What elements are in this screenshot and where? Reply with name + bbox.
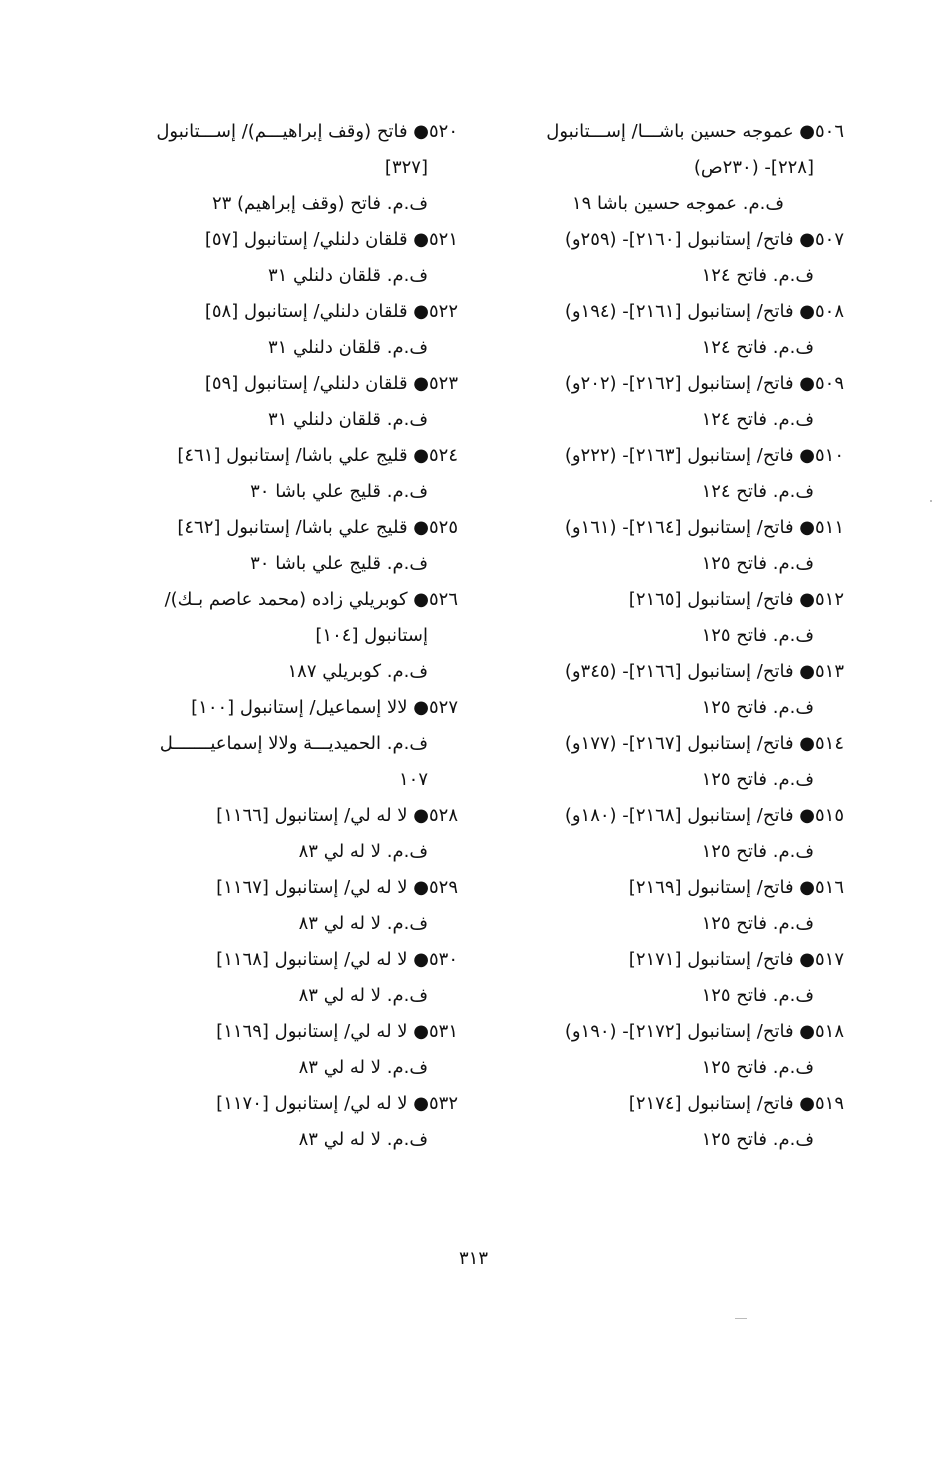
entry-528-reference: ف.م. لا له لي ٨٣ [298, 841, 428, 862]
entry-516-reference: ف.م. فاتح ١٢٥ [701, 913, 814, 934]
entry-531-reference: ف.م. لا له لي ٨٣ [298, 1057, 428, 1078]
entry-527-reference-continuation: ١٠٧ [398, 769, 428, 790]
entry-523-reference: ف.م. قلقان دلنلي ٣١ [267, 409, 428, 430]
entry-518-reference: ف.م. فاتح ١٢٥ [701, 1057, 814, 1078]
entry-515: ٥١٥● فاتح/ إستانبول [٢١٦٨]- (١٨٠و) [564, 805, 844, 826]
entry-506: ٥٠٦● عموجه حسين باشـــا/ إســـتانبول [546, 121, 844, 142]
entry-508-reference: ف.م. فاتح ١٢٤ [701, 337, 814, 358]
page-number: ٣١٣ [458, 1248, 488, 1269]
entry-528: ٥٢٨● لا له لي/ إستانبول [١١٦٦] [216, 805, 458, 826]
entry-524-reference: ف.م. قليج علي باشا ٣٠ [250, 481, 428, 502]
entry-518: ٥١٨● فاتح/ إستانبول [٢١٧٢]- (١٩٠و) [564, 1021, 844, 1042]
entry-530: ٥٣٠● لا له لي/ إستانبول [١١٦٨] [216, 949, 458, 970]
entry-516: ٥١٦● فاتح/ إستانبول [٢١٦٩] [628, 877, 844, 898]
entry-523: ٥٢٣● قلقان دلنلي/ إستانبول [٥٩] [204, 373, 458, 394]
entry-526: ٥٢٦● كوبريلي زاده (محمد عاصم بـك)/ [164, 589, 458, 610]
entry-512: ٥١٢● فاتح/ إستانبول [٢١٦٥] [628, 589, 844, 610]
entry-527-reference: ف.م. الحميديـــة ولالا إسماعيـــــــل [159, 733, 428, 754]
entry-509-reference: ف.م. فاتح ١٢٤ [701, 409, 814, 430]
entry-532: ٥٣٢● لا له لي/ إستانبول [١١٧٠] [216, 1093, 458, 1114]
entry-506-continuation: [٢٢٨]- (٢٣٠ص) [693, 157, 814, 178]
entry-510: ٥١٠● فاتح/ إستانبول [٢١٦٣]- (٢٢٢و) [564, 445, 844, 466]
entry-512-reference: ف.م. فاتح ١٢٥ [701, 625, 814, 646]
entry-527: ٥٢٧● لالا إسماعيل/ إستانبول [١٠٠] [191, 697, 458, 718]
entry-513-reference: ف.م. فاتح ١٢٥ [701, 697, 814, 718]
right-column [496, 114, 844, 1158]
entry-507-reference: ف.م. فاتح ١٢٤ [701, 265, 814, 286]
entry-521-reference: ف.م. قلقان دلنلي ٣١ [267, 265, 428, 286]
entry-529: ٥٢٩● لا له لي/ إستانبول [١١٦٧] [216, 877, 458, 898]
entry-525: ٥٢٥● قليج علي باشا/ إستانبول [٤٦٢] [177, 517, 458, 538]
entry-525-reference: ف.م. قليج علي باشا ٣٠ [250, 553, 428, 574]
entry-520-continuation: [٣٢٧] [384, 157, 428, 178]
entry-513: ٥١٣● فاتح/ إستانبول [٢١٦٦]- (٣٤٥و) [564, 661, 844, 682]
entry-531: ٥٣١● لا له لي/ إستانبول [١١٦٩] [216, 1021, 458, 1042]
entry-506-reference: ف.م. عموجه حسين باشا ١٩ [571, 193, 784, 214]
entry-529-reference: ف.م. لا له لي ٨٣ [298, 913, 428, 934]
entry-520-reference: ف.م. فاتح (وقف إبراهيم) ٢٣ [211, 193, 428, 214]
entry-522-reference: ف.م. قلقان دلنلي ٣١ [267, 337, 428, 358]
entry-511-reference: ف.م. فاتح ١٢٥ [701, 553, 814, 574]
entry-519-reference: ف.م. فاتح ١٢٥ [701, 1129, 814, 1150]
entry-508: ٥٠٨● فاتح/ إستانبول [٢١٦١]- (١٩٤و) [564, 301, 844, 322]
entry-509: ٥٠٩● فاتح/ إستانبول [٢١٦٢]- (٢٠٢و) [564, 373, 844, 394]
entry-515-reference: ف.م. فاتح ١٢٥ [701, 841, 814, 862]
entry-521: ٥٢١● قلقان دلنلي/ إستانبول [٥٧] [204, 229, 458, 250]
entry-514: ٥١٤● فاتح/ إستانبول [٢١٦٧]- (١٧٧و) [564, 733, 844, 754]
entry-526-continuation: إستانبول [١٠٤] [315, 625, 428, 646]
entry-519: ٥١٩● فاتح/ إستانبول [٢١٧٤] [628, 1093, 844, 1114]
entry-526-reference: ف.م. كوبريلي ١٨٧ [287, 661, 428, 682]
entry-517-reference: ف.م. فاتح ١٢٥ [701, 985, 814, 1006]
entry-517: ٥١٧● فاتح/ إستانبول [٢١٧١] [628, 949, 844, 970]
left-column [110, 114, 458, 1158]
entry-530-reference: ف.م. لا له لي ٨٣ [298, 985, 428, 1006]
entry-524: ٥٢٤● قليج علي باشا/ إستانبول [٤٦١] [177, 445, 458, 466]
entry-514-reference: ف.م. فاتح ١٢٥ [701, 769, 814, 790]
entry-520: ٥٢٠● فاتح (وقف إبراهيـــم)/ إســـتانبول [156, 121, 458, 142]
entry-511: ٥١١● فاتح/ إستانبول [٢١٦٤]- (١٦١و) [564, 517, 844, 538]
entry-510-reference: ف.م. فاتح ١٢٤ [701, 481, 814, 502]
entry-507: ٥٠٧● فاتح/ إستانبول [٢١٦٠]- (٢٥٩و) [564, 229, 844, 250]
scan-speck [735, 1318, 747, 1319]
entry-522: ٥٢٢● قلقان دلنلي/ إستانبول [٥٨] [204, 301, 458, 322]
scan-speck [930, 500, 932, 502]
entry-532-reference: ف.م. لا له لي ٨٣ [298, 1129, 428, 1150]
